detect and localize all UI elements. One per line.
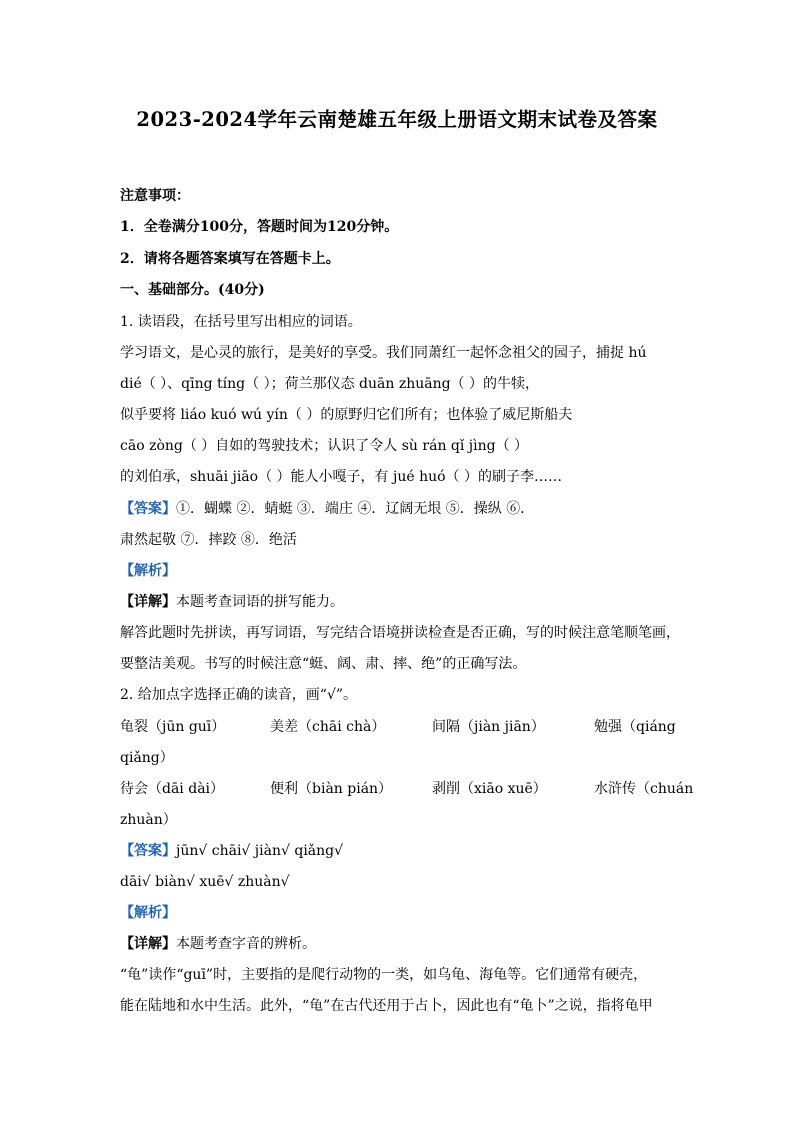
note-item-1: 1．全卷满分100分，答题时间为120分钟。: [120, 219, 399, 235]
option-bo-xue: 剥削（xiāo xuē）: [432, 781, 547, 797]
q2-options-row-2: [120, 780, 694, 798]
q2-options-row-1-wrap: qiǎng）: [120, 750, 174, 766]
option-jian-ge: 间隔（jiàn jiān）: [432, 719, 545, 735]
option-dai-hui: 待会（dāi dài）: [120, 781, 225, 797]
page-title: 2023-2024学年云南楚雄五年级上册语文期末试卷及答案: [136, 108, 658, 131]
q2-options-row-1: [120, 718, 676, 736]
q1-explain-line-2: 要整洁美观。书写的时候注意“蜓、阔、肃、摔、绝”的正确写法。: [120, 656, 527, 672]
q1-explain-line-1: 解答此题时先拼读，再写词语，写完结合语境拼读检查是否正确，写的时候注意笔顺笔画，: [120, 625, 680, 641]
option-gui-lie: 龟裂（jūn guī）: [120, 719, 226, 735]
q2-explain-line-1: “龟”读作“guī”时，主要指的是爬行动物的一类，如乌龟、海龟等。它们通常有硬壳，: [120, 967, 648, 983]
q2-answer-text-1: jūn√ chāi√ jiàn√ qiǎng√: [176, 843, 344, 859]
analysis-label: 【解析】: [120, 563, 176, 579]
q1-answer-text: ①．蝴蝶 ②．蜻蜓 ③．端庄 ④．辽阔无垠 ⑤．操纵 ⑥．: [176, 501, 535, 517]
q2-detail: [120, 935, 676, 953]
q1-passage-line-2: dié（ ）、qīng tíng（ ）；荷兰那仪态 duān zhuāng（ ）的牛犊，: [120, 376, 540, 392]
option-mei-chai: 美差（chāi chà）: [270, 719, 386, 735]
q1-answer-line-2: 肃然起敬 ⑦．摔跤 ⑧．绝活: [120, 532, 297, 548]
q2-explain-line-2: 能在陆地和水中生活。此外，“龟”在古代还用于占卜，因此也有“龟卜”之说，指将龟甲: [120, 998, 653, 1014]
q1-passage-line-4: cāo zòng（ ）自如的驾驶技术；认识了令人 sù rán qǐ jìng（ ）: [120, 438, 529, 454]
answer-label: 【答案】: [120, 843, 176, 859]
q1-passage-line-1: 学习语文，是心灵的旅行，是美好的享受。我们同萧红一起怀念祖父的园子，捕捉 hú: [120, 345, 647, 361]
q2-options-row-2-wrap: zhuàn）: [120, 812, 177, 828]
q1-detail-text: 本题考查词语的拼写能力。: [176, 594, 344, 610]
analysis-label: 【解析】: [120, 905, 176, 921]
option-shui-hu-zhuan: 水浒传（chuán: [594, 781, 694, 797]
q1-passage-line-5: 的刘伯承，shuāi jiāo（ ）能人小嘎子，有 jué huó（ ）的刷子李……: [120, 469, 562, 485]
q2-answer-line-2: dāi√ biàn√ xuē√ zhuàn√: [120, 874, 290, 890]
q2-answer-line-1: [120, 842, 676, 860]
option-bian-li: 便利（biàn pián）: [270, 781, 393, 797]
q1-prompt: 1. 读语段，在括号里写出相应的词语。: [120, 314, 362, 330]
section-heading: 一、基础部分。(40分): [120, 282, 265, 298]
q1-answer-line-1: [120, 500, 676, 518]
notes-heading: 注意事项：: [120, 188, 190, 204]
q2-prompt: 2. 给加点字选择正确的读音，画“√”。: [120, 687, 358, 703]
q2-detail-text: 本题考查字音的辨析。: [176, 936, 316, 952]
detail-label: 【详解】: [120, 594, 176, 610]
answer-label: 【答案】: [120, 501, 176, 517]
note-item-2: 2．请将各题答案填写在答题卡上。: [120, 251, 340, 267]
option-mian-qiang: 勉强（qiáng: [594, 719, 676, 735]
q1-passage-line-3: 似乎要将 liáo kuó wú yín（ ）的原野归它们所有；也体验了威尼斯船夫: [120, 407, 573, 423]
detail-label: 【详解】: [120, 936, 176, 952]
q1-detail: [120, 593, 676, 611]
